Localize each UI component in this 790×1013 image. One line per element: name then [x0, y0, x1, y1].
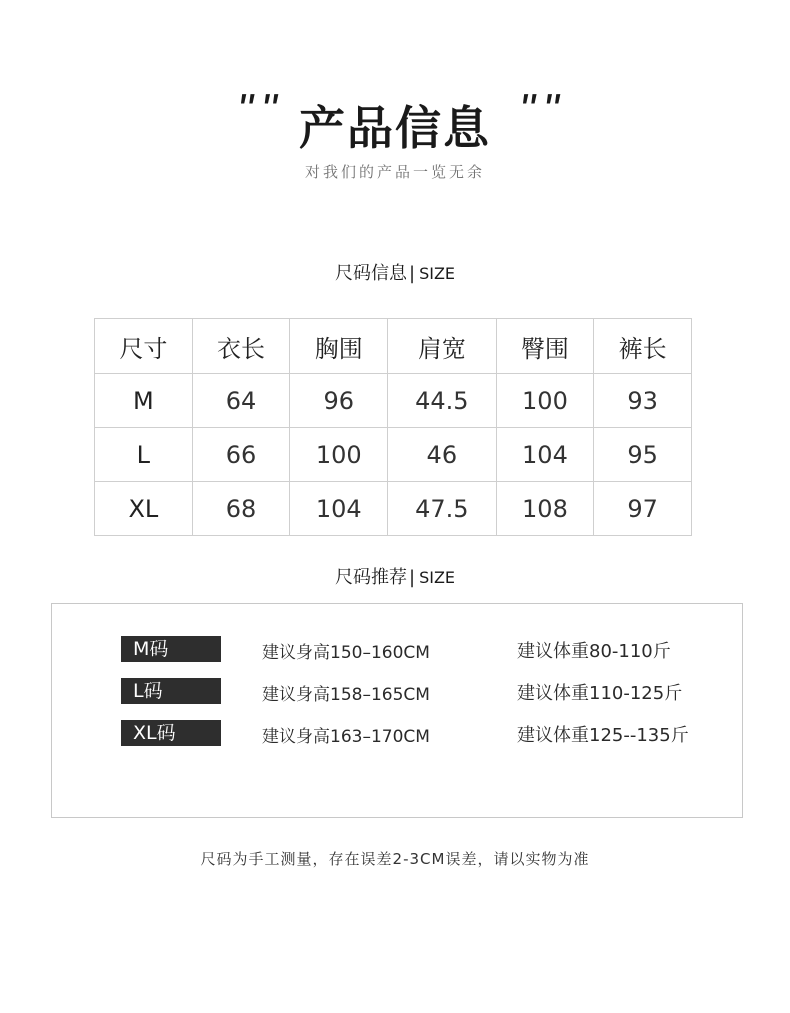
- recommended-height: 建议身高150–160CM: [262, 643, 430, 663]
- column-header-chest: 胸围: [290, 319, 388, 374]
- table-row: [95, 374, 692, 428]
- table-cell: 104: [496, 428, 594, 482]
- recommended-height: 建议身高163–170CM: [262, 727, 430, 747]
- size-badge-l: L码: [121, 678, 221, 704]
- page-header: [0, 80, 790, 160]
- table-cell-size: M: [95, 374, 193, 428]
- table-cell: 68: [192, 482, 290, 536]
- table-cell: 108: [496, 482, 594, 536]
- page-subtitle: 对我们的产品一览无余: [304, 163, 485, 181]
- column-header-shoulder: 肩宽: [388, 319, 497, 374]
- table-cell: 95: [594, 428, 692, 482]
- recommended-weight: 建议体重125--135斤: [517, 725, 689, 746]
- size-info-heading-en: SIZE: [419, 264, 456, 283]
- size-rec-heading-cn: 尺码推荐: [334, 567, 407, 588]
- size-recommendation-box: [51, 603, 743, 818]
- table-cell-size: XL: [95, 482, 193, 536]
- size-badge-xl: XL码: [121, 720, 221, 746]
- recommended-weight: 建议体重110-125斤: [517, 683, 683, 704]
- table-cell: 96: [290, 374, 388, 428]
- table-cell: 100: [290, 428, 388, 482]
- size-info-heading: [0, 259, 790, 285]
- table-cell: 47.5: [388, 482, 497, 536]
- table-cell: 64: [192, 374, 290, 428]
- table-cell: 46: [388, 428, 497, 482]
- size-rec-heading: [0, 563, 790, 589]
- recommended-height: 建议身高158–165CM: [262, 685, 430, 705]
- table-cell: 44.5: [388, 374, 497, 428]
- table-cell: 93: [594, 374, 692, 428]
- column-header-hip: 臀围: [496, 319, 594, 374]
- table-cell: 100: [496, 374, 594, 428]
- measurement-footnote: 尺码为手工测量，存在误差2-3CM误差，请以实物为准: [200, 850, 590, 868]
- table-header-row: [95, 319, 692, 374]
- quote-open-mark: ʺʺ: [238, 90, 286, 134]
- table-cell: 104: [290, 482, 388, 536]
- recommended-weight: 建议体重80-110斤: [517, 641, 671, 662]
- size-info-heading-cn: 尺码信息: [334, 263, 407, 284]
- table-cell-size: L: [95, 428, 193, 482]
- size-info-heading-sep: |: [408, 263, 416, 284]
- table-cell: 97: [594, 482, 692, 536]
- size-table: [94, 318, 692, 536]
- table-row: [95, 482, 692, 536]
- table-cell: 66: [192, 428, 290, 482]
- recommendation-row: [52, 636, 742, 662]
- column-header-pants-length: 裤长: [594, 319, 692, 374]
- table-row: [95, 428, 692, 482]
- size-rec-heading-en: SIZE: [419, 568, 456, 587]
- size-badge-m: M码: [121, 636, 221, 662]
- page-title: 产品信息: [299, 101, 491, 155]
- column-header-length: 衣长: [192, 319, 290, 374]
- size-rec-heading-sep: |: [408, 567, 416, 588]
- recommendation-row: [52, 678, 742, 704]
- column-header-size: 尺寸: [95, 319, 193, 374]
- quote-close-mark: ʺʺ: [520, 90, 568, 134]
- recommendation-row: [52, 720, 742, 746]
